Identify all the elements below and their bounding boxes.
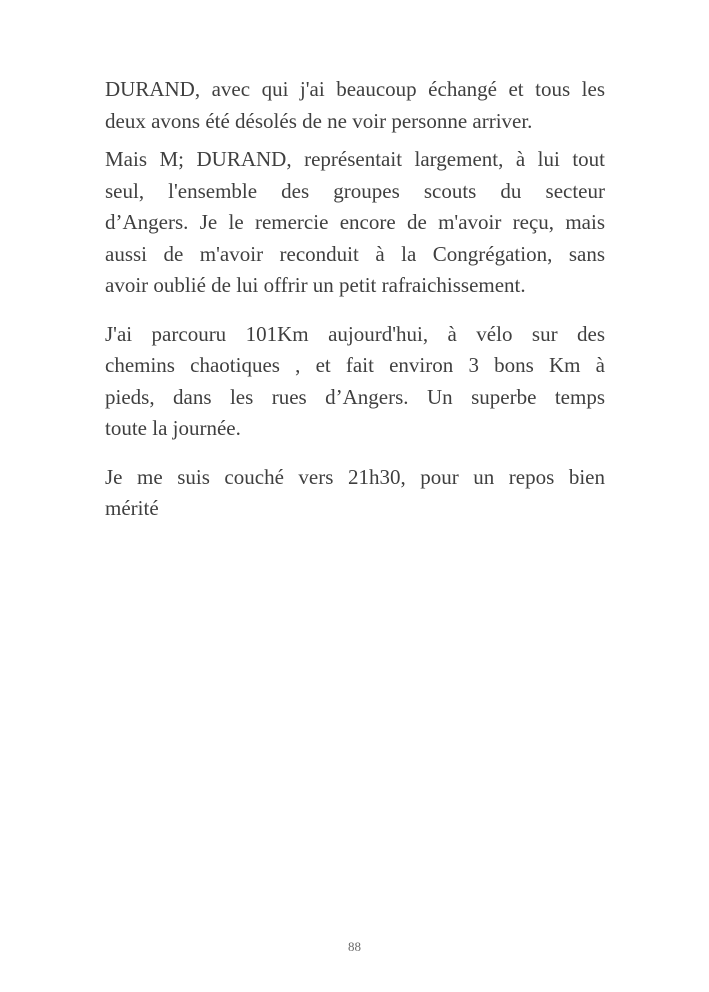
page-content	[105, 74, 605, 542]
paragraph	[105, 319, 605, 445]
text-line: deux avons été désolés de ne voir personne arriver.	[105, 108, 533, 133]
text-line: mérité	[105, 496, 159, 520]
page-number: 88	[348, 939, 361, 954]
text-line: toute la journée.	[105, 416, 241, 440]
text-line: Je me suis couché vers 21h30, pour un repos bien	[105, 464, 605, 489]
text-line: avoir oublié de lui offrir un petit rafraichissement.	[105, 273, 526, 297]
page-footer	[0, 939, 709, 955]
text-line: DURAND, avec qui j'ai beaucoup échangé et tous les	[105, 77, 605, 101]
text-line: J'ai parcouru 101Km aujourd'hui, à vélo sur des	[105, 321, 605, 346]
text-line: chemins chaotiques , et fait environ 3 bons Km à	[105, 353, 605, 377]
text-line: pieds, dans les rues d’Angers. Un superbe temps	[105, 384, 605, 409]
paragraph	[105, 74, 605, 137]
text-line: Mais M; DURAND, représentait largement, à lui tout	[105, 147, 605, 171]
text-line: d’Angers. Je le remercie encore de m'avoir reçu, mais	[105, 210, 605, 234]
text-line: aussi de m'avoir reconduit à la Congrégation, sans	[105, 241, 605, 266]
paragraph	[105, 462, 605, 525]
text-line: seul, l'ensemble des groupes scouts du secteur	[105, 178, 605, 203]
paragraph	[105, 144, 605, 302]
